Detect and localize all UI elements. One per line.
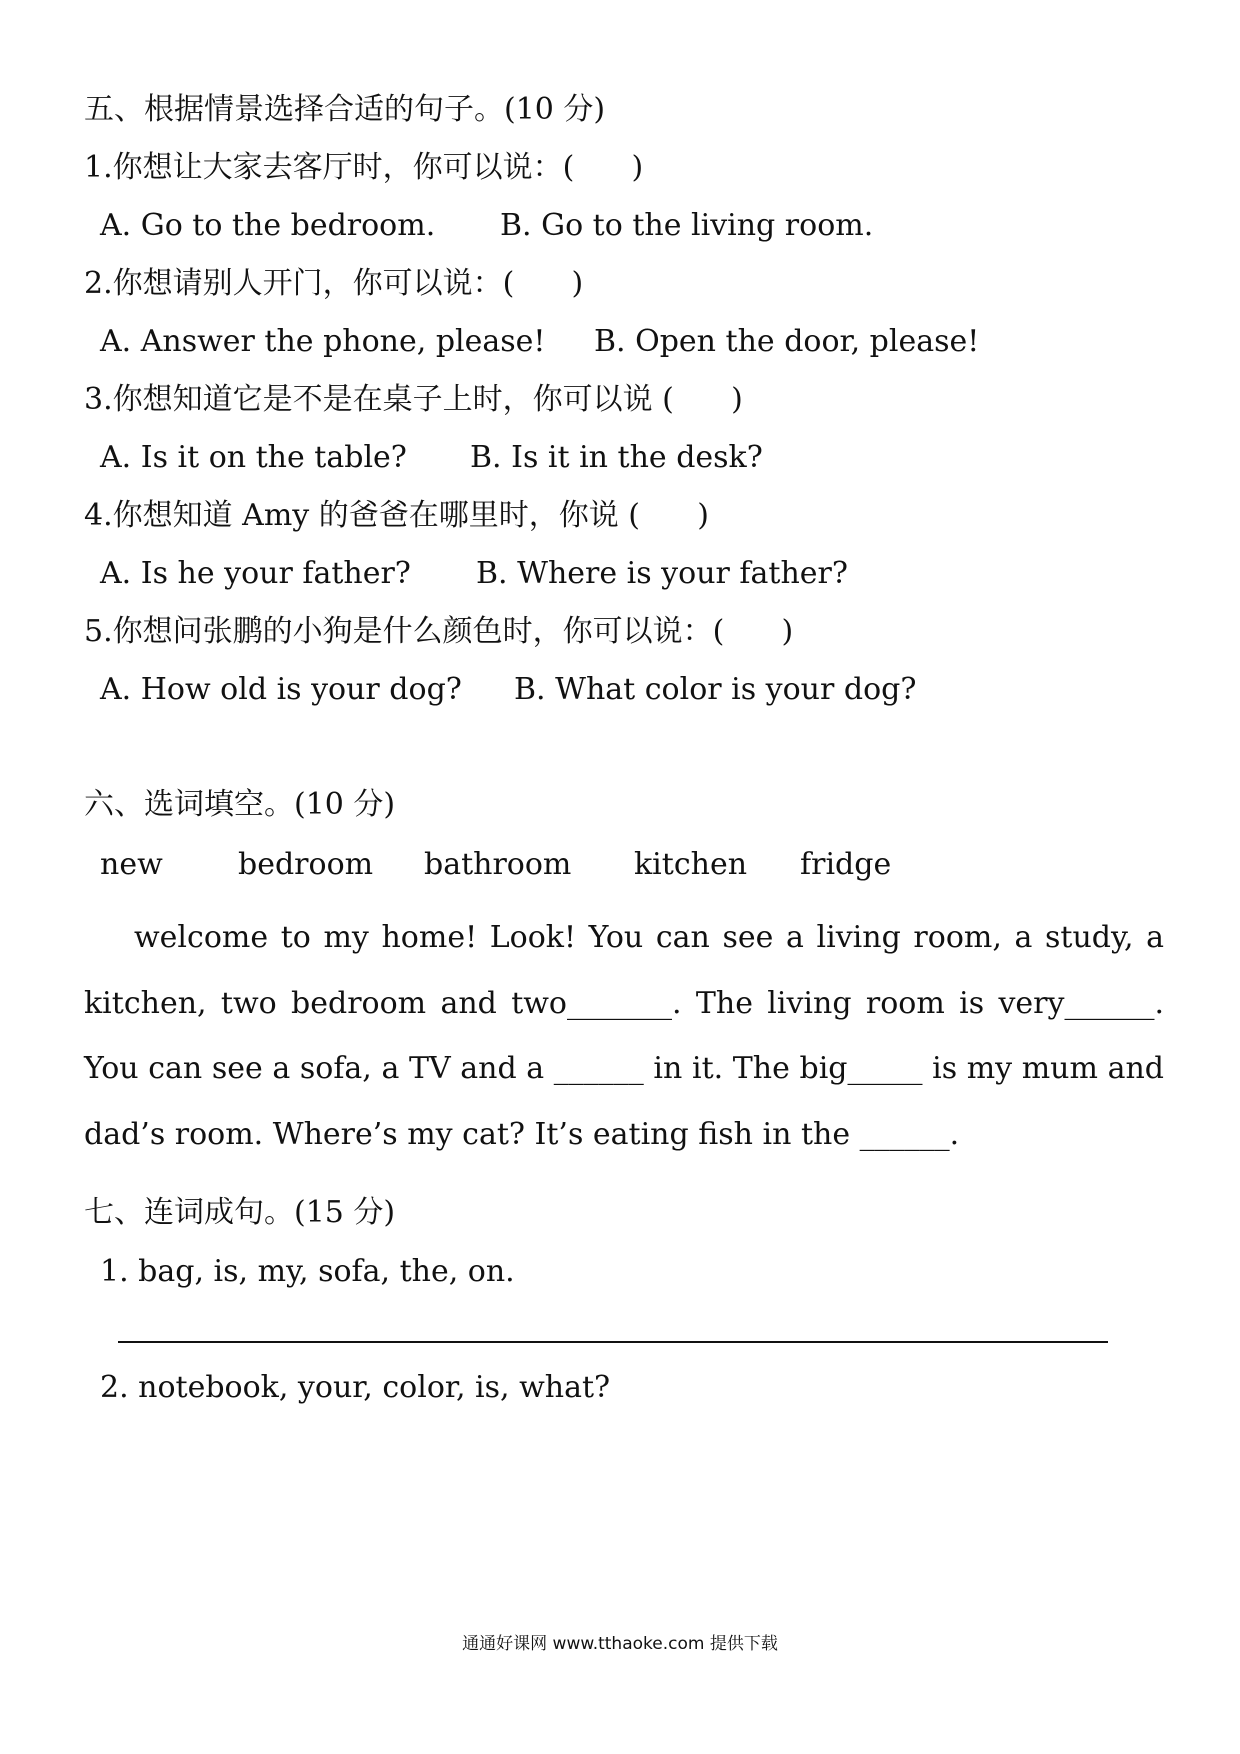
question-4-option-a: A. Is he your father? (100, 556, 411, 591)
question-1: 1.你想让大家去客厅时，你可以说：( ) (84, 150, 644, 185)
footer-credit: 通通好课网 www.tthaoke.com 提供下载 (462, 1634, 778, 1654)
section-6-heading: 六、选词填空。(10 分) (84, 787, 396, 822)
word-bank-item: new (100, 847, 163, 882)
section-7-heading: 七、连词成句。(15 分) (84, 1195, 396, 1230)
question-1-option-a: A. Go to the bedroom. (100, 208, 436, 243)
question-4: 4.你想知道 Amy 的爸爸在哪里时，你说 ( ) (84, 498, 709, 533)
word-bank-item: kitchen (634, 847, 748, 882)
question-2-option-b: B. Open the door, please! (594, 324, 980, 359)
question-5-option-b: B. What color is your dog? (514, 672, 917, 707)
word-bank-item: bedroom (238, 847, 374, 882)
word-bank-item: fridge (800, 847, 892, 882)
section-5-heading: 五、根据情景选择合适的句子。(10 分) (84, 92, 606, 127)
sentence-item-1: 1. bag, is, my, sofa, the, on. (100, 1254, 515, 1289)
fill-in-paragraph-text: welcome to my home! Look! You can see a living room, a study, a kitchen, two bedroom and two_______. The living room is very______. You can see a sofa, a TV and a ______ in it. The big_____ is my mum and dad’s room. Where’s my cat? It’s eating fish in the ______. (84, 920, 1164, 1152)
question-2-option-a: A. Answer the phone, please! (100, 324, 546, 359)
question-3-option-b: B. Is it in the desk? (470, 440, 763, 475)
question-2: 2.你想请别人开门，你可以说：( ) (84, 266, 584, 301)
answer-line-1 (118, 1341, 1108, 1343)
question-5-option-a: A. How old is your dog? (100, 672, 462, 707)
question-3-option-a: A. Is it on the table? (100, 440, 407, 475)
question-4-option-b: B. Where is your father? (476, 556, 848, 591)
fill-in-paragraph (84, 905, 1164, 1167)
word-bank-item: bathroom (424, 847, 572, 882)
sentence-item-2: 2. notebook, your, color, is, what? (100, 1370, 611, 1405)
question-1-option-b: B. Go to the living room. (500, 208, 874, 243)
question-3: 3.你想知道它是不是在桌子上时，你可以说 ( ) (84, 382, 743, 417)
question-5: 5.你想问张鹏的小狗是什么颜色时，你可以说：( ) (84, 614, 794, 649)
